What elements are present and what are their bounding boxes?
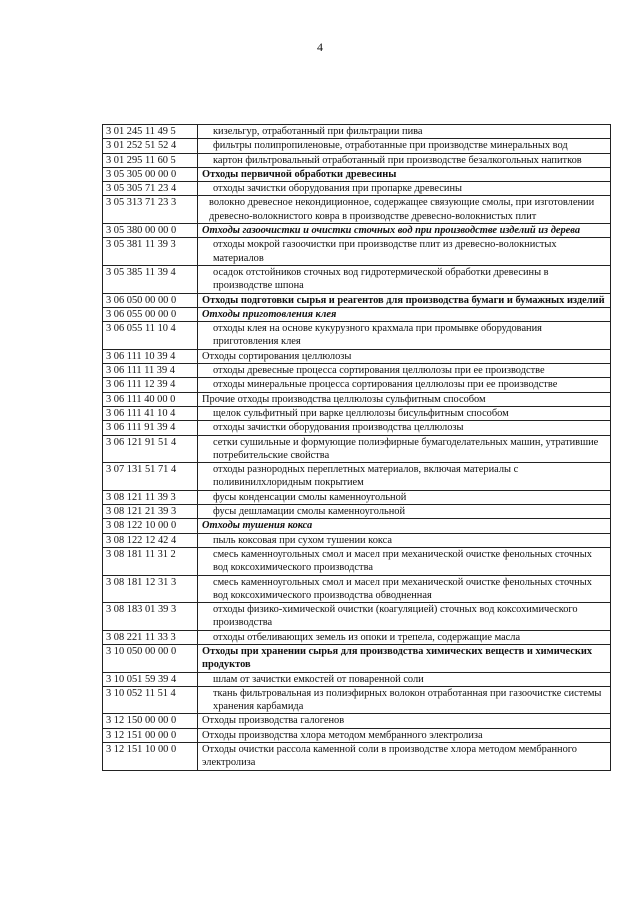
table-row	[103, 463, 611, 491]
table-row	[103, 182, 611, 196]
waste-description-cell: отходы мокрой газоочистки при производстве плит из древесно-волокнистых материалов	[198, 238, 611, 266]
table-row	[103, 603, 611, 631]
waste-description-cell: отходы зачистки оборудования при пропарке древесины	[198, 182, 611, 196]
waste-code-cell: 3 07 131 51 71 4	[103, 463, 198, 491]
waste-description-cell: отходы разнородных переплетных материалов, включая материалы с поливинилхлоридным покрытием	[198, 463, 611, 491]
waste-code-cell: 3 06 111 10 39 4	[103, 349, 198, 363]
waste-description-cell: отходы минеральные процесса сортирования целлюлозы при ее производстве	[198, 378, 611, 392]
table-row	[103, 224, 611, 238]
waste-code-cell: 3 01 295 11 60 5	[103, 153, 198, 167]
waste-code-cell: 3 08 181 12 31 3	[103, 575, 198, 603]
waste-code-cell: 3 01 252 51 52 4	[103, 139, 198, 153]
table-row	[103, 575, 611, 603]
table-row	[103, 265, 611, 293]
waste-description-cell: волокно древесное некондиционное, содержащее связующие смолы, при изготовлении древесно-волокнистого ковра в производстве древесно-волокнистых плит	[198, 196, 611, 224]
waste-description-cell: щелок сульфитный при варке целлюлозы бисульфитным способом	[198, 406, 611, 420]
waste-description-cell: смесь каменноугольных смол и масел при механической очистке фенольных сточных вод коксохимического производства	[198, 547, 611, 575]
waste-code-cell: 3 10 050 00 00 0	[103, 644, 198, 672]
waste-description-cell: отходы физико-химической очистки (коагуляцией) сточных вод коксохимического производства	[198, 603, 611, 631]
waste-description-cell: фусы конденсации смолы каменноугольной	[198, 490, 611, 504]
table-row	[103, 519, 611, 533]
waste-description-cell: отходы отбеливающих земель из опоки и трепела, содержащие масла	[198, 630, 611, 644]
waste-code-cell: 3 12 150 00 00 0	[103, 714, 198, 728]
table-row	[103, 238, 611, 266]
waste-code-cell: 3 10 052 11 51 4	[103, 686, 198, 714]
waste-code-cell: 3 08 181 11 31 2	[103, 547, 198, 575]
waste-description-cell: пыль коксовая при сухом тушении кокса	[198, 533, 611, 547]
table-row	[103, 349, 611, 363]
table-row	[103, 686, 611, 714]
table-row	[103, 728, 611, 742]
waste-description-cell: Отходы производства хлора методом мембранного электролиза	[198, 728, 611, 742]
waste-description-cell: фусы дешламации смолы каменноугольной	[198, 505, 611, 519]
waste-code-cell: 3 06 111 11 39 4	[103, 364, 198, 378]
waste-code-cell: 3 06 055 11 10 4	[103, 322, 198, 350]
waste-description-cell: осадок отстойников сточных вод гидротермической обработки древесины в производстве шпона	[198, 265, 611, 293]
waste-description-cell: смесь каменноугольных смол и масел при механической очистке фенольных сточных вод коксохимического производства обводненная	[198, 575, 611, 603]
waste-code-cell: 3 08 121 21 39 3	[103, 505, 198, 519]
table-row	[103, 392, 611, 406]
waste-description-cell: отходы клея на основе кукурузного крахмала при промывке оборудования приготовления клея	[198, 322, 611, 350]
table-row	[103, 505, 611, 519]
table-row	[103, 378, 611, 392]
table-row	[103, 490, 611, 504]
waste-description-cell: Отходы приготовления клея	[198, 307, 611, 321]
table-row	[103, 644, 611, 672]
waste-code-cell: 3 08 221 11 33 3	[103, 630, 198, 644]
waste-code-cell: 3 06 111 12 39 4	[103, 378, 198, 392]
table-row	[103, 293, 611, 307]
waste-code-cell: 3 08 122 10 00 0	[103, 519, 198, 533]
waste-code-cell: 3 12 151 00 00 0	[103, 728, 198, 742]
waste-code-cell: 3 05 305 00 00 0	[103, 167, 198, 181]
table-row	[103, 139, 611, 153]
waste-code-cell: 3 05 380 00 00 0	[103, 224, 198, 238]
table-row	[103, 714, 611, 728]
waste-description-cell: Отходы сортирования целлюлозы	[198, 349, 611, 363]
waste-description-cell: Отходы производства галогенов	[198, 714, 611, 728]
waste-code-cell: 3 08 183 01 39 3	[103, 603, 198, 631]
waste-description-cell: шлам от зачистки емкостей от поваренной соли	[198, 672, 611, 686]
table-row	[103, 125, 611, 139]
table-row	[103, 743, 611, 771]
waste-description-cell: картон фильтровальный отработанный при производстве безалкогольных напитков	[198, 153, 611, 167]
waste-description-cell: Отходы первичной обработки древесины	[198, 167, 611, 181]
waste-description-cell: ткань фильтровальная из полиэфирных волокон отработанная при газоочистке системы хранения карбамида	[198, 686, 611, 714]
waste-code-cell: 3 06 055 00 00 0	[103, 307, 198, 321]
table-row	[103, 153, 611, 167]
waste-description-cell: отходы древесные процесса сортирования целлюлозы при ее производстве	[198, 364, 611, 378]
waste-code-cell: 3 08 122 12 42 4	[103, 533, 198, 547]
waste-description-cell: фильтры полипропиленовые, отработанные при производстве минеральных вод	[198, 139, 611, 153]
waste-code-cell: 3 10 051 59 39 4	[103, 672, 198, 686]
waste-code-cell: 3 06 111 40 00 0	[103, 392, 198, 406]
waste-code-cell: 3 12 151 10 00 0	[103, 743, 198, 771]
waste-code-cell: 3 06 121 91 51 4	[103, 435, 198, 463]
waste-description-cell: кизельгур, отработанный при фильтрации пива	[198, 125, 611, 139]
waste-code-cell: 3 05 381 11 39 3	[103, 238, 198, 266]
table-row	[103, 196, 611, 224]
table-row	[103, 630, 611, 644]
waste-code-cell: 3 06 050 00 00 0	[103, 293, 198, 307]
waste-description-cell: Отходы тушения кокса	[198, 519, 611, 533]
table-row	[103, 533, 611, 547]
waste-code-cell: 3 06 111 91 39 4	[103, 421, 198, 435]
waste-code-cell: 3 05 313 71 23 3	[103, 196, 198, 224]
waste-description-cell: Прочие отходы производства целлюлозы сульфитным способом	[198, 392, 611, 406]
table-row	[103, 547, 611, 575]
waste-code-cell: 3 08 121 11 39 3	[103, 490, 198, 504]
table-row	[103, 167, 611, 181]
page-number: 4	[317, 40, 323, 54]
table-row	[103, 406, 611, 420]
waste-code-cell: 3 05 385 11 39 4	[103, 265, 198, 293]
table-row	[103, 672, 611, 686]
waste-description-cell: Отходы подготовки сырья и реагентов для производства бумаги и бумажных изделий	[198, 293, 611, 307]
table-row	[103, 364, 611, 378]
waste-code-cell: 3 06 111 41 10 4	[103, 406, 198, 420]
waste-description-cell: Отходы при хранении сырья для производства химических веществ и химических продуктов	[198, 644, 611, 672]
waste-code-cell: 3 01 245 11 49 5	[103, 125, 198, 139]
waste-classification-table	[102, 124, 611, 771]
table-row	[103, 421, 611, 435]
waste-description-cell: сетки сушильные и формующие полиэфирные бумагоделательных машин, утратившие потребительские свойства	[198, 435, 611, 463]
waste-description-cell: Отходы очистки рассола каменной соли в производстве хлора методом мембранного электролиза	[198, 743, 611, 771]
table-row	[103, 435, 611, 463]
waste-code-cell: 3 05 305 71 23 4	[103, 182, 198, 196]
table-row	[103, 307, 611, 321]
waste-description-cell: отходы зачистки оборудования производства целлюлозы	[198, 421, 611, 435]
waste-description-cell: Отходы газоочистки и очистки сточных вод при производстве изделий из дерева	[198, 224, 611, 238]
table-row	[103, 322, 611, 350]
